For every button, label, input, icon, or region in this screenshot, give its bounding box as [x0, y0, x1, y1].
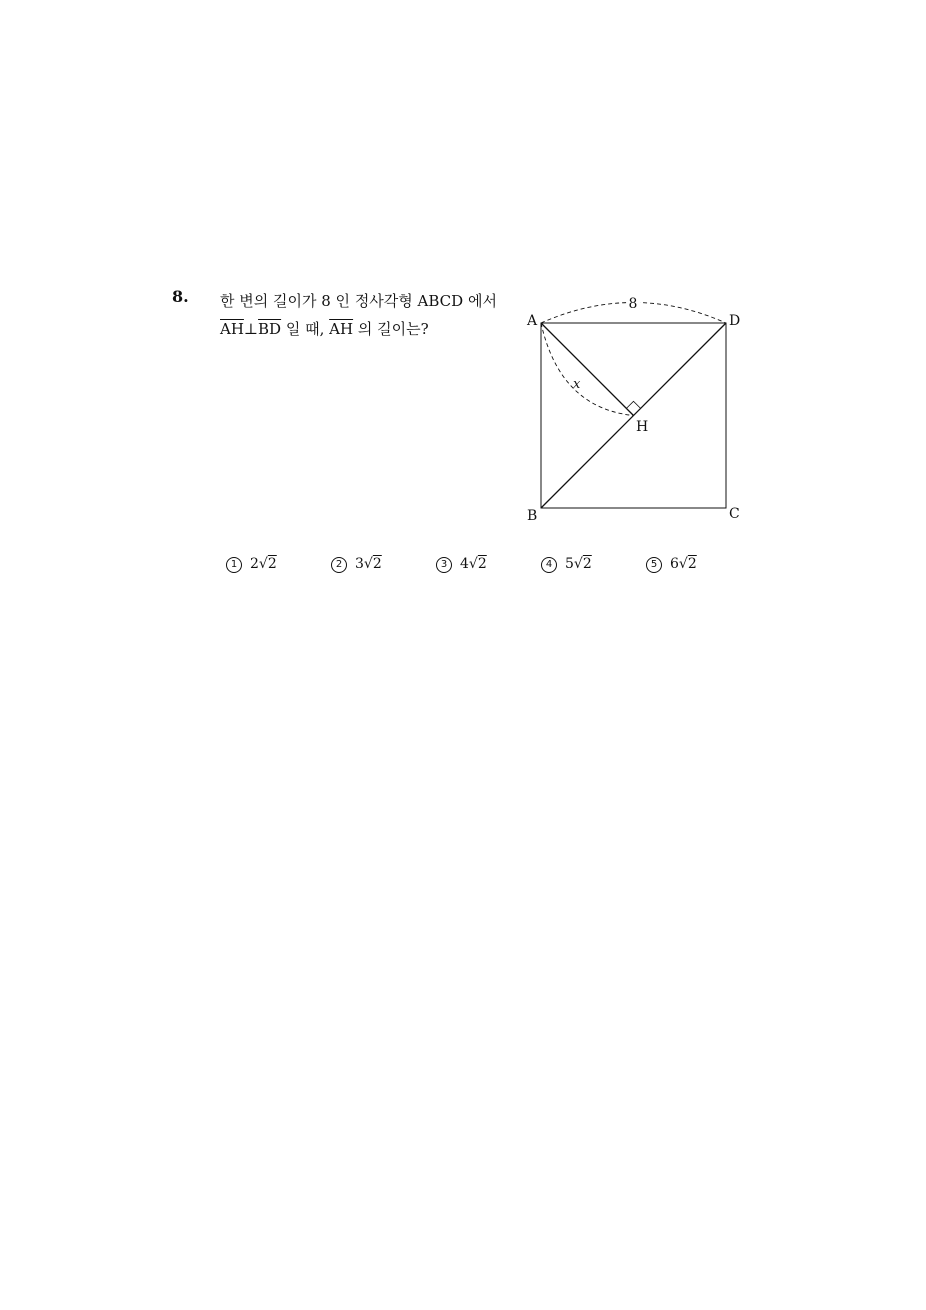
choice-5[interactable] [646, 556, 697, 573]
choice-number-5: 5 [646, 557, 662, 573]
choice-number-3: 3 [436, 557, 452, 573]
choice-radicand: 2 [582, 556, 592, 572]
segment-ah-2: $\overline{AH}$ [329, 320, 354, 338]
choice-coefficient: 3 [355, 556, 364, 572]
radical-sign: √ [573, 556, 583, 572]
side-length-label: 8 [628, 296, 638, 312]
vertex-label-b: B [527, 508, 538, 524]
question-line-2-middle: 일 때, [281, 320, 330, 338]
choice-radicand: 2 [477, 556, 487, 572]
perpendicular-symbol: ⊥ [243, 320, 259, 338]
choice-coefficient: 2 [250, 556, 259, 572]
vertex-label-a: A [527, 313, 538, 329]
choice-coefficient: 6 [670, 556, 679, 572]
radical-sign: √ [363, 556, 373, 572]
question-line-2 [220, 315, 497, 343]
choice-radicand: 2 [687, 556, 697, 572]
choice-radicand: 2 [267, 556, 277, 572]
vertex-label-d: D [729, 313, 741, 329]
segment-ah: $\overline{AH}$ [220, 320, 244, 338]
segment-bd: $\overline{BD}$ [258, 320, 282, 338]
segment-ah-line [541, 323, 634, 416]
radical-sign: √ [258, 556, 268, 572]
question-line-2-end: 의 길이는? [353, 320, 429, 338]
square-figure [520, 290, 750, 530]
choice-2[interactable] [331, 556, 382, 573]
choice-radicand: 2 [372, 556, 382, 572]
question-text [220, 287, 497, 343]
question-line-1: 한 변의 길이가 8 인 정사각형 ABCD 에서 [220, 292, 497, 310]
radical-sign: √ [468, 556, 478, 572]
answer-choices [0, 556, 926, 580]
choice-1[interactable] [226, 556, 277, 573]
choice-4[interactable] [541, 556, 592, 573]
vertex-label-c: C [729, 506, 740, 522]
unknown-length-label: x [573, 377, 581, 392]
choice-coefficient: 5 [565, 556, 574, 572]
right-angle-mark [626, 401, 640, 408]
radical-sign: √ [678, 556, 688, 572]
point-label-h: H [636, 419, 649, 435]
question-number: 8. [172, 287, 189, 306]
choice-number-4: 4 [541, 557, 557, 573]
choice-3[interactable] [436, 556, 487, 573]
choice-number-1: 1 [226, 557, 242, 573]
choice-number-2: 2 [331, 557, 347, 573]
choice-coefficient: 4 [460, 556, 469, 572]
